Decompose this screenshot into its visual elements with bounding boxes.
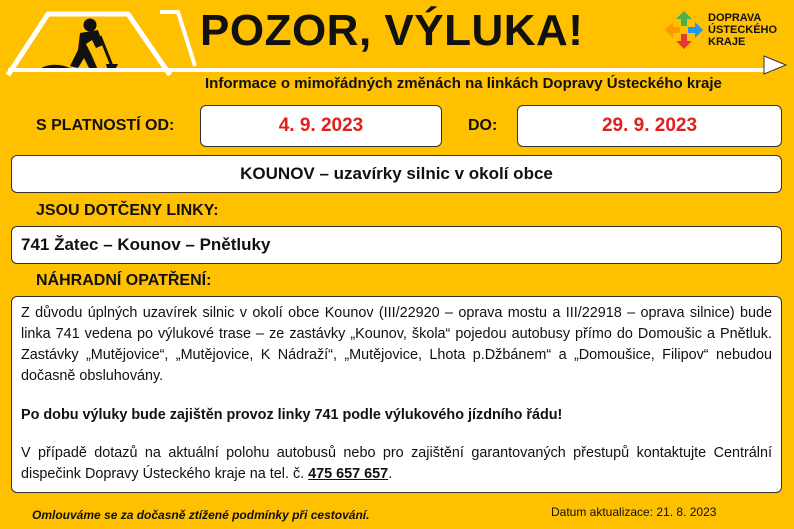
closure-title: KOUNOV – uzavírky silnic v okolí obce [11,155,782,193]
road-worker-icon [8,14,170,75]
logo-line: DOPRAVA [708,12,762,24]
logo-line: KRAJE [708,36,746,48]
update-date: Datum aktualizace: 21. 8. 2023 [551,505,717,519]
logo-text [708,12,777,48]
contact-paragraph [21,443,772,485]
contact-text: V případě dotazů na aktuální polohu autobusů nebo pro zajištění garantovaných přestupů kontaktujte Centrální dispečink Dopravy Ústeckého kraje na tel. č. [21,445,772,482]
replacement-paragraph: Z důvodu úplných uzavírek silnic v okolí obce Kounov (III/22920 – oprava mostu a III/22918 – oprava silnice) bude linka 741 vedena po výlukové trase – ze zastávky „Kounov, škola“ pojedou autobusy přímo do Domoušic a Pnětluk. Zastávky „Mutějovice“, „Mutějovice, K Nádraží“, „Mutějovice, Lhota p.Džbánem“ a „Domoušice, Filipov“ nebudou dočasně obsluhovány. [21,305,772,384]
page-title: POZOR, VÝLUKA! [200,6,584,55]
replacement-text [11,296,782,493]
arrow-head-icon [764,56,786,74]
affected-lines: 741 Žatec – Kounov – Pnětluky [11,226,782,264]
valid-from-label: S PLATNOSTÍ OD: [36,117,175,134]
valid-to-label: DO: [468,117,498,134]
replacement-label: NÁHRADNÍ OPATŘENÍ: [36,272,212,289]
affected-lines-label: JSOU DOTČENY LINKY: [36,202,219,219]
dopravy-ustecky-kraj-logo-icon [665,11,703,49]
page-subtitle: Informace o mimořádných změnách na linkách Dopravy Ústeckého kraje [205,75,722,92]
apology-text: Omlouváme se za dočasně ztížené podmínky při cestování. [32,508,370,522]
replacement-notice: Po dobu výluky bude zajištěn provoz linky 741 podle výlukového jízdního řádu! [21,407,563,423]
phone-number-link[interactable]: 475 657 657 [308,466,389,482]
logo-line: ÚSTECKÉHO [708,24,778,36]
valid-to-date: 29. 9. 2023 [517,105,782,147]
valid-from-date: 4. 9. 2023 [200,105,442,147]
contact-end: . [388,466,393,482]
